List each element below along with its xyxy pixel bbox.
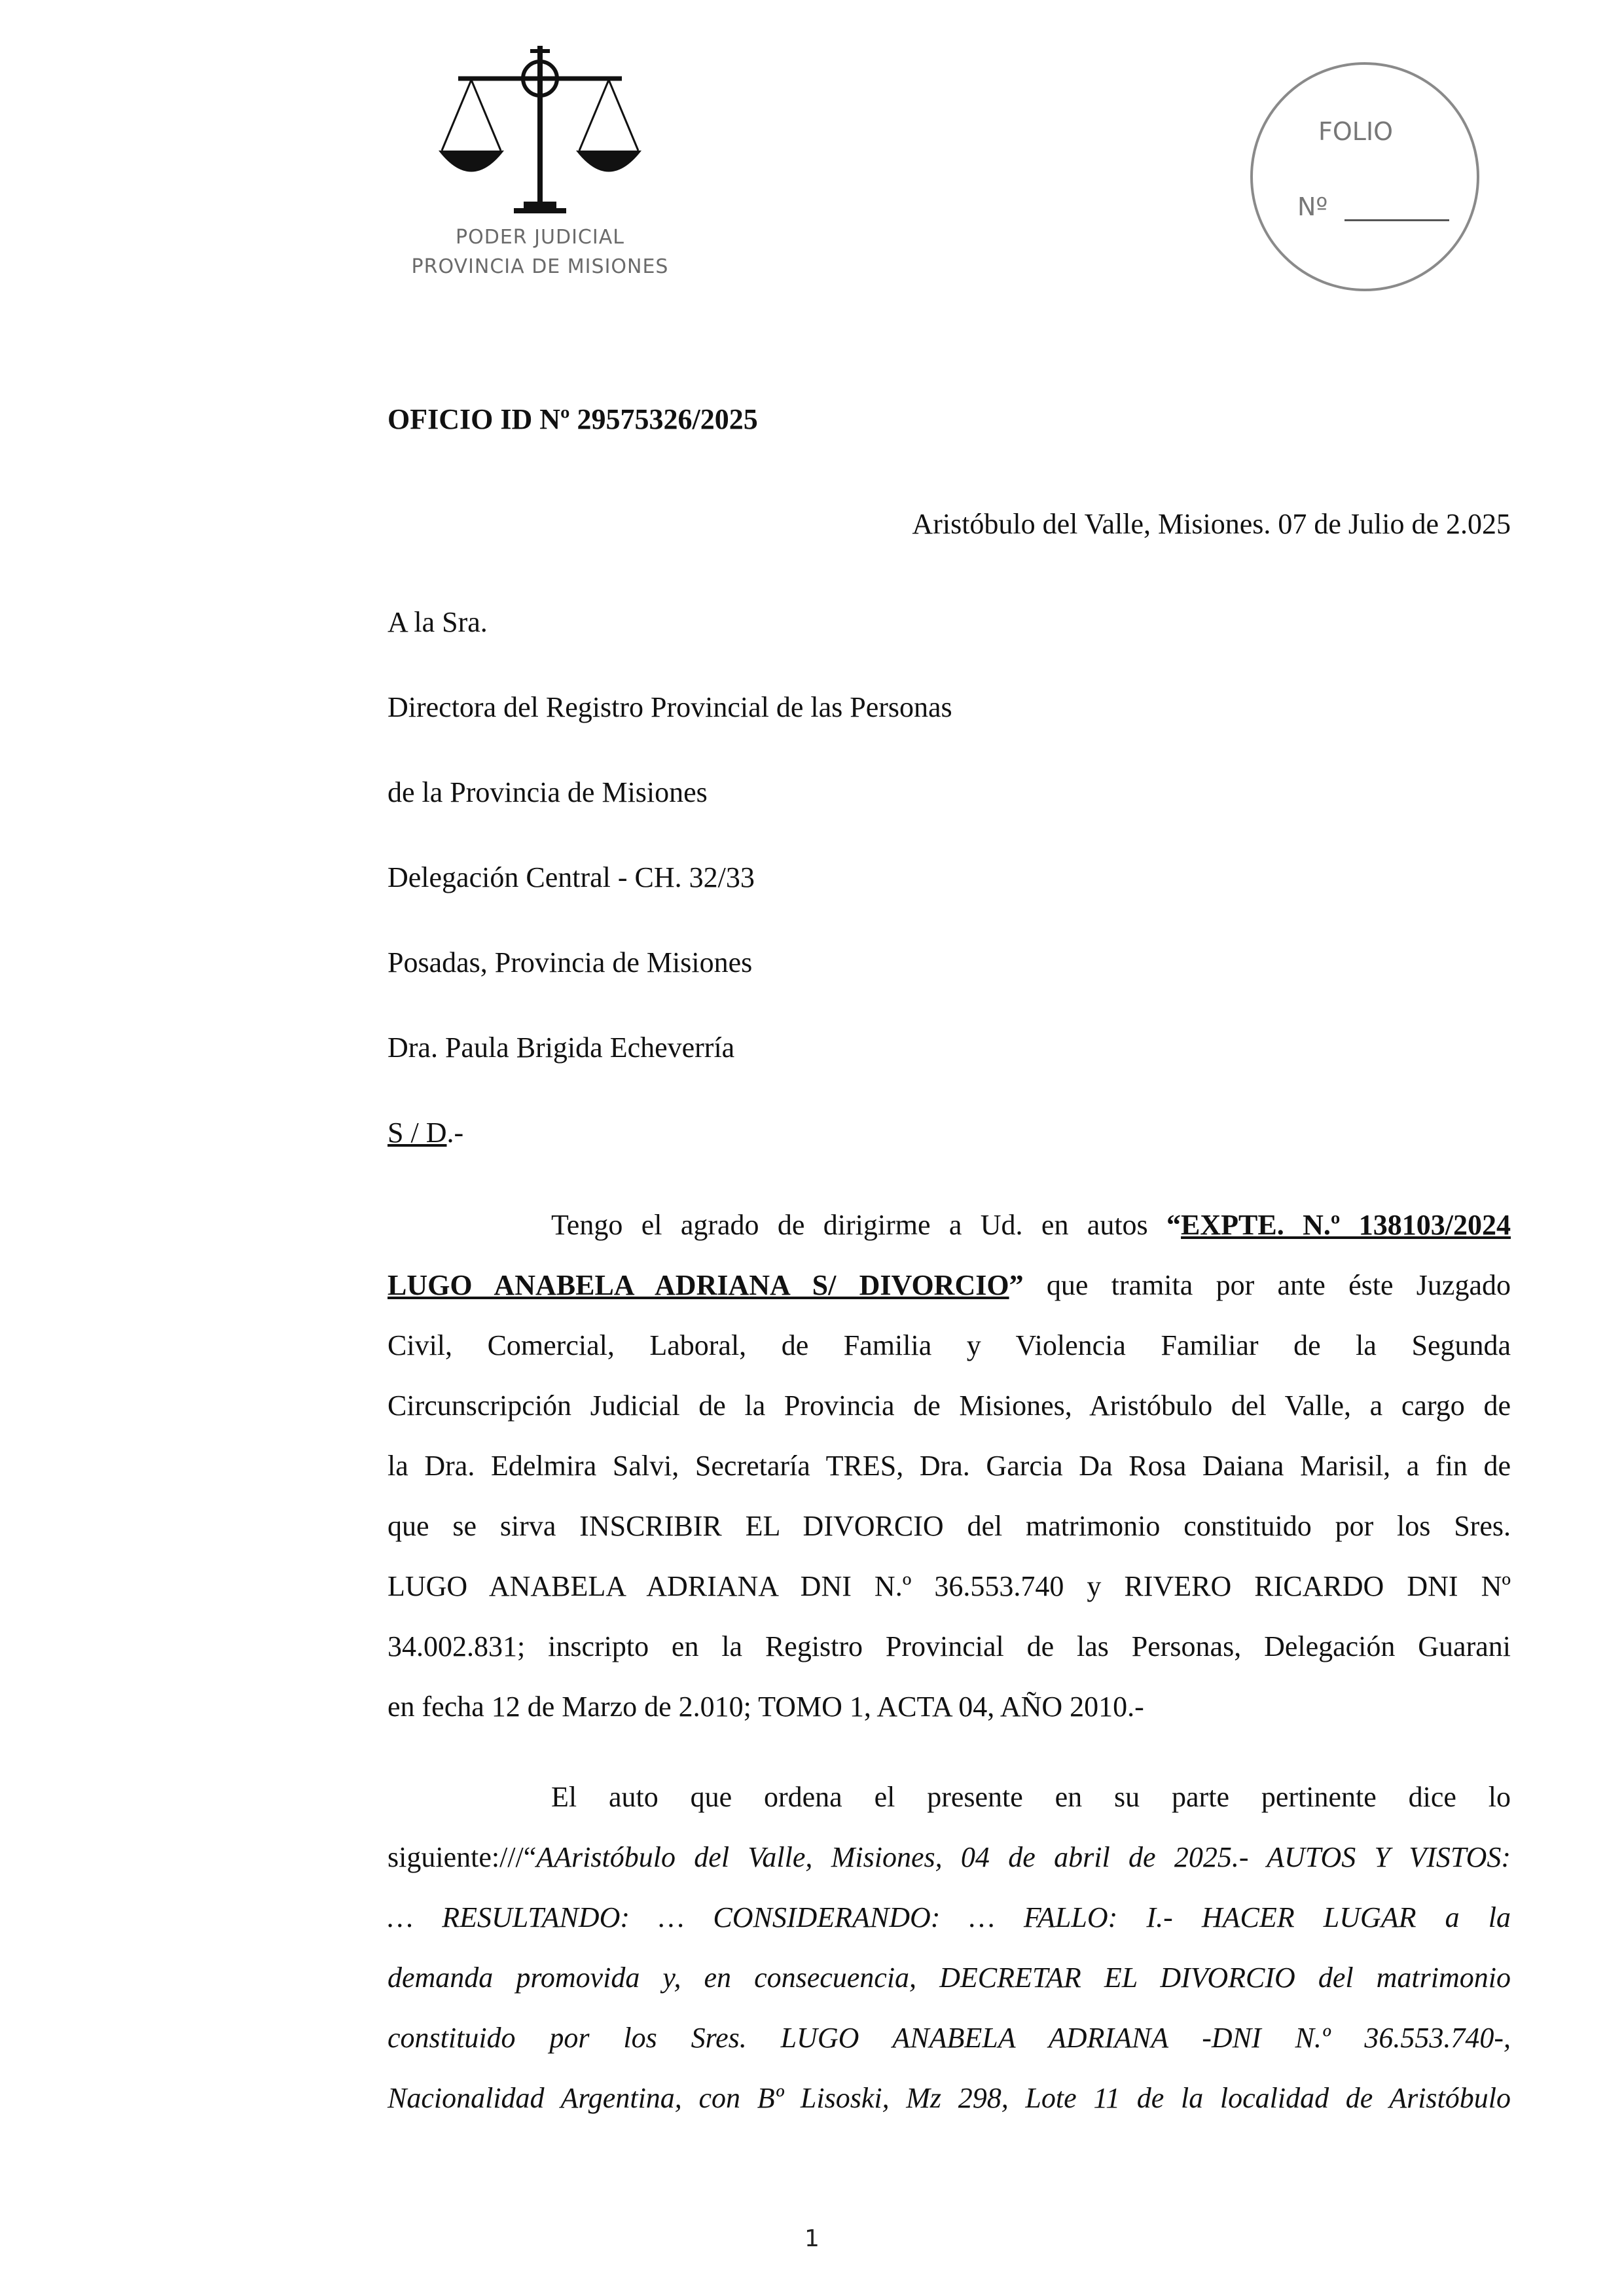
- paragraph-line: Nacionalidad Argentina, con Bº Lisoski, Mz 298, Lote 11 de la localidad de Aristóbulo: [388, 2082, 1511, 2114]
- quoted-text: AAristóbulo del Valle, Misiones, 04 de abril de 2025.- AUTOS Y VISTOS:: [536, 1841, 1511, 1873]
- scales-of-justice-icon: [432, 39, 648, 223]
- paragraph-line: Circunscripción Judicial de la Provincia de Misiones, Aristóbulo del Valle, a cargo de: [388, 1390, 1511, 1422]
- logo-line-2: PROVINCIA DE MISIONES: [411, 255, 669, 278]
- folio-stamp: [1250, 62, 1479, 291]
- poder-judicial-logo: [393, 39, 687, 301]
- paragraph-line: que se sirva INSCRIBIR EL DIVORCIO del matrimonio constituido por los Sres.: [388, 1510, 1511, 1542]
- case-number: EXPTE. N.º 138103/2024: [1181, 1209, 1511, 1241]
- sd-suffix: .-: [446, 1117, 464, 1149]
- text-run: Tengo el agrado de dirigirme a Ud. en autos: [551, 1209, 1167, 1241]
- text-run: ”: [1009, 1269, 1024, 1301]
- paragraph-line: 34.002.831; inscripto en la Registro Provincial de las Personas, Delegación Guarani: [388, 1630, 1511, 1662]
- body-paragraph-2: [388, 1767, 1511, 2128]
- paragraph-line: [388, 1827, 1511, 1888]
- addressee-line: A la Sra.: [388, 606, 488, 638]
- paragraph-line: en fecha 12 de Marzo de 2.010; TOMO 1, ACTA 04, AÑO 2010.-: [388, 1691, 1144, 1723]
- text-run: “: [1166, 1209, 1182, 1241]
- folio-number-line: [1344, 219, 1449, 221]
- addressee-line: Directora del Registro Provincial de las Personas: [388, 691, 952, 723]
- paragraph-line: constituido por los Sres. LUGO ANABELA ADRIANA -DNI N.º 36.553.740-,: [388, 2022, 1511, 2054]
- addressee-line: Dra. Paula Brigida Echeverría: [388, 1031, 735, 1064]
- paragraph-line: LUGO ANABELA ADRIANA DNI N.º 36.553.740 y RIVERO RICARDO DNI Nº: [388, 1570, 1511, 1602]
- paragraph-line: El auto que ordena el presente en su parte pertinente dice lo: [551, 1781, 1511, 1813]
- page-number: 1: [804, 2225, 820, 2252]
- body-paragraph-1: [388, 1195, 1511, 1737]
- logo-line-1: PODER JUDICIAL: [456, 226, 624, 249]
- document-title: OFICIO ID Nº 29575326/2025: [388, 403, 758, 435]
- paragraph-line: la Dra. Edelmira Salvi, Secretaría TRES, Dra. Garcia Da Rosa Daiana Marisil, a fin de: [388, 1450, 1511, 1482]
- addressee-line: de la Provincia de Misiones: [388, 776, 708, 808]
- text-run: que tramita por ante éste Juzgado: [1023, 1269, 1511, 1301]
- paragraph-line: [388, 1255, 1511, 1316]
- place-date: Aristóbulo del Valle, Misiones. 07 de Julio de 2.025: [912, 508, 1511, 540]
- case-title: LUGO ANABELA ADRIANA S/ DIVORCIO: [388, 1269, 1009, 1301]
- folio-label: FOLIO: [1318, 117, 1394, 146]
- addressee-line: Delegación Central - CH. 32/33: [388, 861, 755, 893]
- paragraph-line: Civil, Comercial, Laboral, de Familia y Violencia Familiar de la Segunda: [388, 1329, 1511, 1361]
- paragraph-line: … RESULTANDO: … CONSIDERANDO: … FALLO: I.- HACER LUGAR a la: [388, 1901, 1511, 1933]
- addressee-line: Posadas, Provincia de Misiones: [388, 946, 753, 978]
- folio-number-label: Nº: [1297, 192, 1328, 221]
- paragraph-line: demanda promovida y, en consecuencia, DECRETAR EL DIVORCIO del matrimonio: [388, 1962, 1511, 1994]
- salutation-sd: [388, 1116, 463, 1150]
- sd-underlined: S / D: [388, 1117, 447, 1149]
- paragraph-line: [388, 1195, 1511, 1255]
- text-run: siguiente:///“: [388, 1841, 537, 1873]
